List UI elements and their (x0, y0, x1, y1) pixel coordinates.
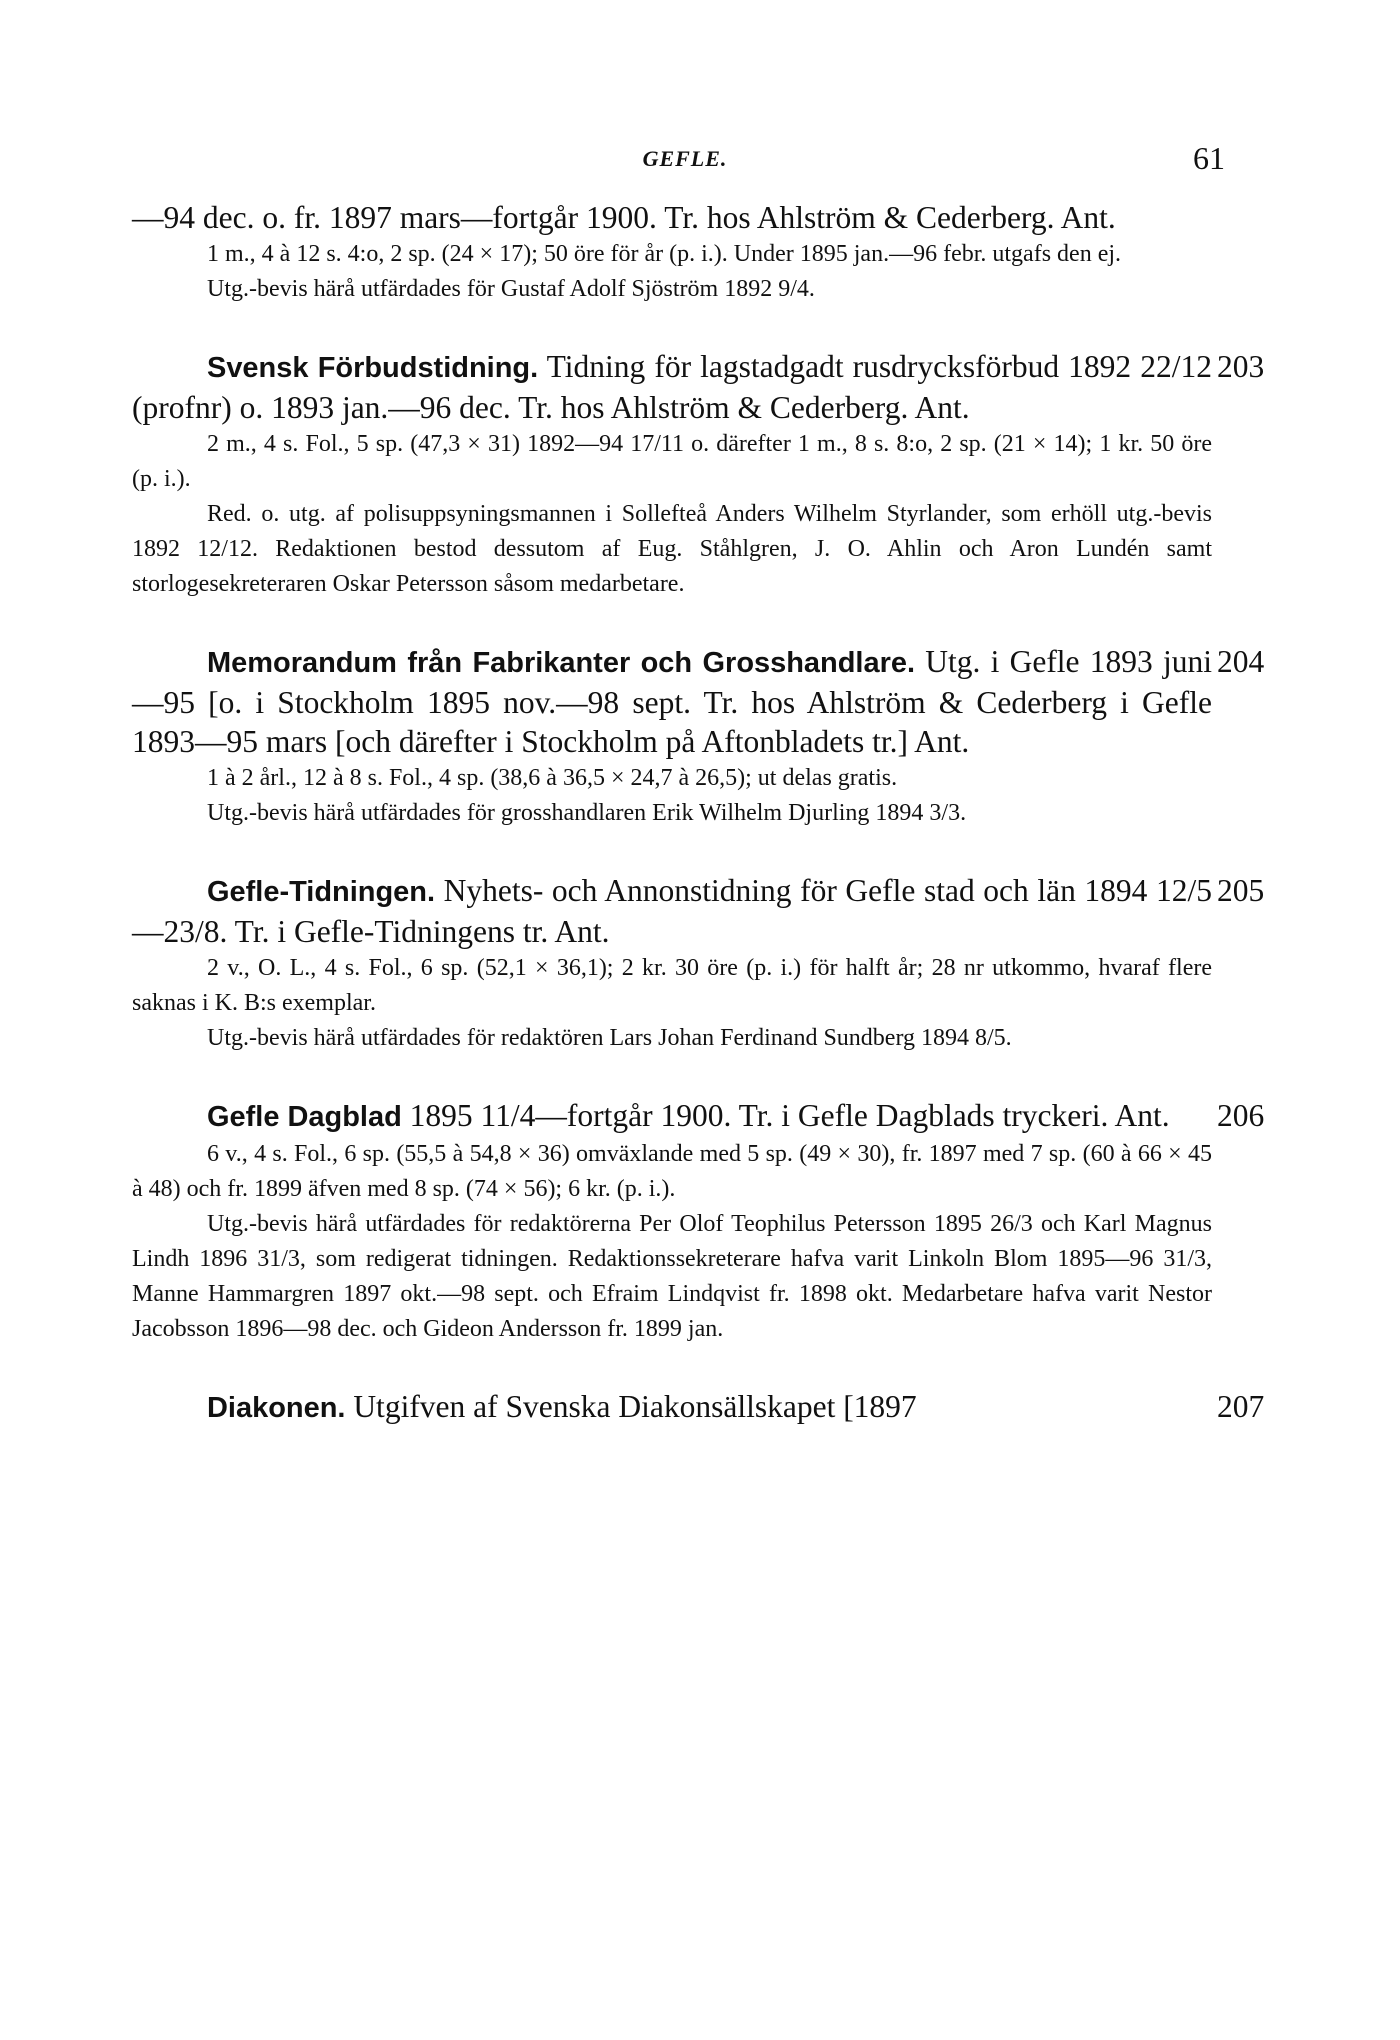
running-title: GEFLE. (642, 146, 728, 171)
entry-main-text (132, 1387, 1212, 1428)
entry-main-rest: Nyhets- och Annonstidning för Gefle stad och län 1894 12/5—23/8. Tr. i Gefle-Tidningens tr. Ant. (132, 873, 1213, 949)
entry-title: Diakonen. (207, 1392, 346, 1424)
entry-main-text (132, 347, 1212, 427)
entry-main-rest: Utgifven af Svenska Diakonsällskapet [1897 (353, 1389, 917, 1424)
entry-main-text (132, 1096, 1212, 1137)
entry-main-text (132, 642, 1212, 761)
entry-main-rest: Tidning för lagstadgadt rusdrycksförbud 1892 22/12 (profnr) o. 1893 jan.—96 dec. Tr. hos Ahlström & Cederberg. Ant. (132, 349, 1212, 425)
entry-number: 207 (1217, 1389, 1265, 1424)
catalog-entry (132, 871, 1265, 1056)
entry-title: Svensk Förbudstidning. (207, 352, 539, 384)
entry-head (132, 642, 1265, 761)
catalog-entry (132, 1096, 1265, 1347)
entry-detail: 2 m., 4 s. Fol., 5 sp. (47,3 × 31) 1892—94 17/11 o. därefter 1 m., 8 s. 8:o, 2 sp. (21 × 14); 1 kr. 50 öre (p. i.). (132, 431, 1212, 492)
entry-main-text: —94 dec. o. fr. 1897 mars—fortgår 1900. Tr. hos Ahlström & Cederberg. Ant. (132, 200, 1116, 235)
entry-number: 205 (1217, 873, 1265, 908)
entry-title: Gefle Dagblad (207, 1101, 402, 1133)
catalog-entries (132, 198, 1265, 1468)
entry-head (132, 1387, 1265, 1428)
catalog-entry (132, 1387, 1265, 1428)
entry-title: Memorandum från Fabrikanter och Grosshandlare. (207, 647, 916, 679)
page-number: 61 (1193, 140, 1225, 176)
entry-detail: Utg.-bevis härå utfärdades för redaktörerna Per Olof Teophilus Petersson 1895 26/3 och Karl Magnus Lindh 1896 31/3, som redigerat tidningen. Redaktionssekreterare hafva varit Linkoln Blom 1895—96 31/3, Manne Hammargren 1897 okt.—98 sept. och Efraim Lindqvist fr. 1898 okt. Medarbetare hafva varit Nestor Jacobsson 1896—98 dec. och Gideon Andersson fr. 1899 jan. (132, 1211, 1212, 1342)
entry-detail: Utg.-bevis härå utfärdades för Gustaf Adolf Sjöström 1892 9/4. (207, 276, 815, 302)
entry-detail: 1 à 2 årl., 12 à 8 s. Fol., 4 sp. (38,6 à 36,5 × 24,7 à 26,5); ut delas gratis. (207, 765, 898, 791)
entry-number: 204 (1217, 644, 1265, 679)
entry-detail: 6 v., 4 s. Fol., 6 sp. (55,5 à 54,8 × 36) omväxlande med 5 sp. (49 × 30), fr. 1897 med 7 sp. (60 à 66 × 45 à 48) och fr. 1899 äfven med 8 sp. (74 × 56); 6 kr. (p. i.). (132, 1141, 1212, 1202)
catalog-entry (132, 642, 1265, 831)
entry-head (132, 1096, 1265, 1137)
entry-detail: Utg.-bevis härå utfärdades för redaktören Lars Johan Ferdinand Sundberg 1894 8/5. (207, 1025, 1012, 1051)
entry-head (132, 871, 1265, 951)
entry-detail: 2 v., O. L., 4 s. Fol., 6 sp. (52,1 × 36,1); 2 kr. 30 öre (p. i.) för halft år; 28 nr utkommo, hvaraf flere saknas i K. B:s exemplar. (132, 955, 1212, 1016)
entry-title: Gefle-Tidningen. (207, 876, 436, 908)
entry-main-text (132, 871, 1212, 951)
entry-detail: Red. o. utg. af polisuppsyningsmannen i Sollefteå Anders Wilhelm Styrlander, som erhöll utg.-bevis 1892 12/12. Redaktionen bestod dessutom af Eug. Ståhlgren, J. O. Ahlin och Aron Lundén samt storlogesekreteraren Oskar Petersson såsom medarbetare. (132, 501, 1212, 597)
catalog-entry (132, 347, 1265, 602)
entry-main-rest: 1895 11/4—fortgår 1900. Tr. i Gefle Dagblads tryckeri. Ant. (409, 1098, 1170, 1133)
entry-number: 203 (1217, 349, 1265, 384)
entry-number: 206 (1217, 1098, 1265, 1133)
entry-detail: Utg.-bevis härå utfärdades för grosshandlaren Erik Wilhelm Djurling 1894 3/3. (207, 800, 967, 826)
catalog-entry (132, 198, 1212, 307)
page-header (145, 140, 1225, 180)
entry-head (132, 347, 1265, 427)
entry-detail: 1 m., 4 à 12 s. 4:o, 2 sp. (24 × 17); 50 öre för år (p. i.). Under 1895 jan.—96 febr. utgafs den ej. (207, 241, 1122, 267)
entry-main-rest: Utg. i Gefle 1893 juni—95 [o. i Stockholm 1895 nov.—98 sept. Tr. hos Ahlström & Cederberg i Gefle 1893—95 mars [och därefter i Stockholm på Aftonbladets tr.] Ant. (132, 644, 1212, 759)
